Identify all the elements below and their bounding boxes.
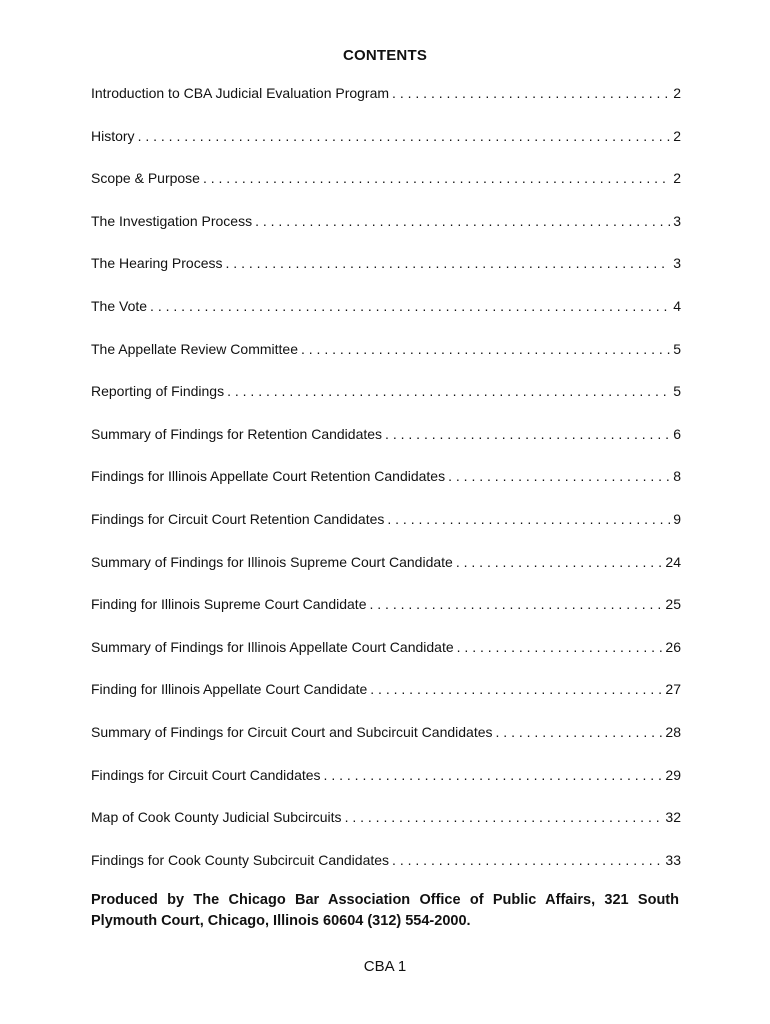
toc-leader-dots (138, 128, 671, 144)
toc-leader-dots (255, 213, 670, 229)
toc-entry-page: 2 (673, 170, 681, 187)
page-title: CONTENTS (342, 47, 428, 64)
toc-leader-dots (448, 468, 670, 484)
toc-leader-dots (301, 341, 670, 357)
toc-entry-page: 24 (665, 553, 681, 570)
toc-leader-dots (369, 596, 662, 612)
toc-entry-label: History (91, 127, 135, 144)
toc-entry (91, 426, 681, 469)
toc-leader-dots (456, 554, 663, 570)
toc-leader-dots (226, 255, 671, 271)
toc-entry-label: The Investigation Process (91, 212, 253, 229)
toc-entry-label: Reporting of Findings (91, 383, 225, 400)
toc-leader-dots (496, 724, 663, 740)
toc-entry-label: Summary of Findings for Illinois Supreme Court Candidate (91, 553, 453, 570)
toc-entry-page: 2 (673, 85, 681, 101)
toc-leader-dots (203, 170, 670, 186)
toc-entry-page: 32 (665, 809, 681, 826)
toc-entry (91, 298, 681, 341)
toc-leader-dots (324, 767, 663, 783)
toc-entry (91, 809, 681, 852)
toc-leader-dots (457, 639, 663, 655)
toc-entry-label: Summary of Findings for Circuit Court and Subcircuit Candidates (91, 723, 493, 740)
toc-entry-page: 26 (665, 638, 681, 655)
toc-leader-dots (370, 681, 662, 697)
toc-entry (91, 383, 681, 426)
toc-entry (91, 639, 681, 682)
toc-entry-label: Finding for Illinois Supreme Court Candidate (91, 596, 367, 613)
toc-entry-page: 29 (665, 766, 681, 783)
toc-entry (91, 852, 681, 895)
toc-entry (91, 128, 681, 171)
toc-entry (91, 554, 681, 597)
toc-entry-label: Findings for Circuit Court Candidates (91, 766, 321, 783)
toc-entry (91, 681, 681, 724)
page-footer: CBA 1 (363, 958, 407, 975)
toc-leader-dots (345, 809, 663, 825)
toc-entry (91, 596, 681, 639)
toc-entry-label: Summary of Findings for Illinois Appellate Court Candidate (91, 638, 454, 655)
table-of-contents (91, 85, 681, 894)
toc-entry (91, 468, 681, 511)
toc-leader-dots (392, 852, 662, 868)
toc-entry-page: 33 (665, 851, 681, 868)
toc-entry-label: Findings for Cook County Subcircuit Candidates (91, 851, 390, 868)
toc-leader-dots (392, 85, 670, 101)
toc-entry-page: 27 (665, 681, 681, 698)
toc-entry-label: Scope & Purpose (91, 170, 200, 187)
toc-entry-page: 4 (673, 297, 681, 314)
toc-entry-page: 25 (665, 596, 681, 613)
toc-entry (91, 255, 681, 298)
toc-entry-page: 3 (673, 212, 681, 229)
toc-entry-label: Finding for Illinois Appellate Court Candidate (91, 681, 368, 698)
toc-entry-page: 28 (665, 723, 681, 740)
toc-entry (91, 511, 681, 554)
toc-entry (91, 341, 681, 384)
toc-entry-label: The Hearing Process (91, 255, 223, 272)
toc-entry-page: 8 (673, 468, 681, 485)
toc-entry-label: Findings for Circuit Court Retention Candidates (91, 510, 385, 527)
toc-entry-label: The Vote (91, 297, 148, 314)
toc-entry-page: 6 (673, 425, 681, 442)
toc-entry-page: 3 (673, 255, 681, 272)
producer-note: Produced by The Chicago Bar Association Office of Public Affairs, 321 South Plymouth Court, Chicago, Illinois 60604 (312) 554-2000. (91, 892, 679, 929)
toc-entry (91, 767, 681, 810)
toc-entry (91, 170, 681, 213)
toc-entry-page: 2 (673, 127, 681, 144)
toc-leader-dots (150, 298, 670, 314)
toc-leader-dots (227, 383, 670, 399)
toc-entry-label: The Appellate Review Committee (91, 340, 298, 357)
toc-entry-label: Map of Cook County Judicial Subcircuits (91, 809, 342, 826)
toc-entry (91, 85, 681, 128)
toc-leader-dots (387, 511, 670, 527)
toc-entry-page: 5 (673, 340, 681, 357)
toc-entry (91, 724, 681, 767)
toc-leader-dots (385, 426, 670, 442)
toc-entry-page: 9 (673, 510, 681, 527)
toc-entry-label: Introduction to CBA Judicial Evaluation Program (91, 85, 390, 101)
toc-entry (91, 213, 681, 256)
toc-entry-label: Summary of Findings for Retention Candidates (91, 425, 383, 442)
toc-entry-page: 5 (673, 383, 681, 400)
toc-entry-label: Findings for Illinois Appellate Court Retention Candidates (91, 468, 446, 485)
